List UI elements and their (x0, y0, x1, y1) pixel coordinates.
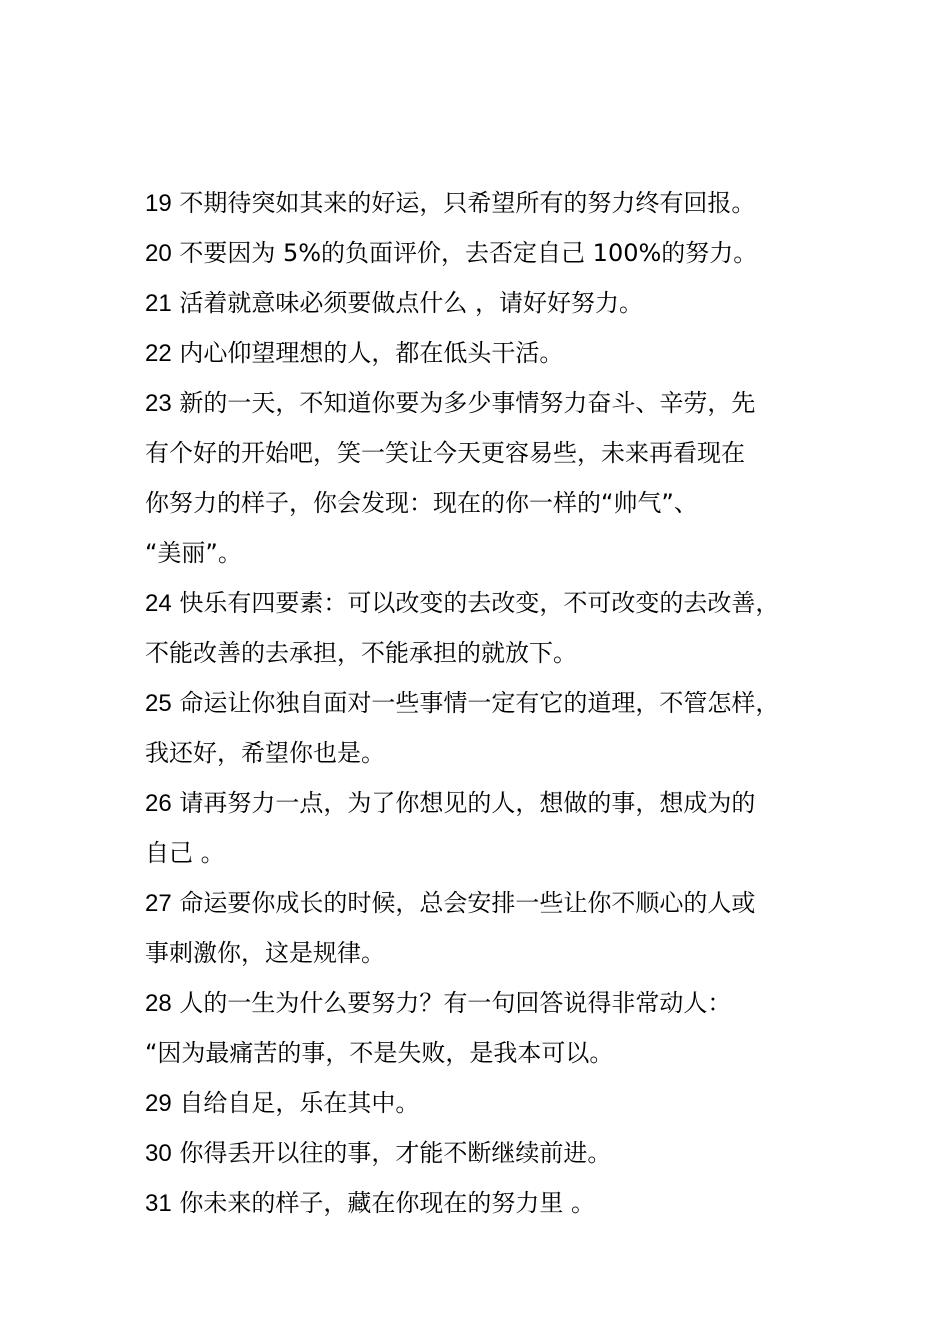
quote-text: 活着就意味必须要做点什么 ，请好好努力。 (179, 289, 643, 317)
quote-number: 31 (145, 1190, 172, 1217)
quote-text: 人的一生为什么要努力？有一句回答说得非常动人： (179, 989, 732, 1017)
quote-continuation (145, 1028, 835, 1078)
quote-continuation (145, 728, 835, 778)
quote-line (145, 1128, 835, 1178)
quote-line (145, 978, 835, 1028)
quote-line (145, 278, 835, 328)
quote-continuation (145, 828, 835, 878)
quote-line (145, 328, 835, 378)
quote-continuation (145, 528, 835, 578)
quote-text: 请再努力一点，为了你想见的人，想做的事，想成为的 (179, 789, 756, 817)
quote-line (145, 678, 835, 728)
quote-number: 28 (145, 990, 172, 1017)
quote-number: 26 (145, 790, 172, 817)
quote-continuation (145, 478, 835, 528)
quote-text: 事刺激你，这是规律。 (145, 939, 385, 967)
quote-line (145, 1078, 835, 1128)
quote-number: 27 (145, 890, 172, 917)
quote-number: 19 (145, 190, 172, 217)
quote-text: 你努力的样子，你会发现：现在的你一样的“帅气”、 (145, 489, 698, 517)
quote-text: 我还好，希望你也是。 (145, 739, 385, 767)
quote-text: 不要因为 5%的负面评价，去否定自己 100%的努力。 (179, 239, 758, 267)
quote-text: 有个好的开始吧，笑一笑让今天更容易些，未来再看现在 (145, 439, 745, 467)
quote-continuation (145, 928, 835, 978)
quote-line (145, 228, 835, 278)
quote-text: “因为最痛苦的事，不是失败，是我本可以。 (145, 1039, 614, 1067)
quote-line (145, 378, 835, 428)
quote-line (145, 1178, 835, 1228)
quote-line (145, 178, 835, 228)
quote-number: 25 (145, 690, 172, 717)
quote-text: 新的一天，不知道你要为多少事情努力奋斗、辛劳，先 (179, 389, 756, 417)
document-body (145, 178, 835, 1228)
quote-line (145, 878, 835, 928)
quote-number: 29 (145, 1090, 172, 1117)
quote-text: 命运要你成长的时候，总会安排一些让你不顺心的人或 (179, 889, 756, 917)
quote-text: 内心仰望理想的人，都在低头干活。 (179, 339, 564, 367)
quote-continuation (145, 428, 835, 478)
quote-text: 你未来的样子，藏在你现在的努力里 。 (179, 1189, 595, 1217)
quote-number: 20 (145, 240, 172, 267)
quote-text: 你得丢开以往的事，才能不断继续前进。 (179, 1139, 612, 1167)
quote-number: 21 (145, 290, 172, 317)
quote-text: 自给自足，乐在其中。 (179, 1089, 420, 1117)
quote-number: 30 (145, 1140, 172, 1167)
quote-text: “美丽”。 (145, 539, 242, 567)
quote-text: 快乐有四要素：可以改变的去改变，不可改变的去改善， (179, 589, 780, 617)
quote-number: 22 (145, 340, 172, 367)
quote-text: 命运让你独自面对一些事情一定有它的道理，不管怎样， (179, 689, 780, 717)
quote-number: 23 (145, 390, 172, 417)
quote-text: 自己 。 (145, 839, 225, 867)
quote-line (145, 578, 835, 628)
quote-continuation (145, 628, 835, 678)
quote-text: 不能改善的去承担，不能承担的就放下。 (145, 639, 577, 667)
quote-number: 24 (145, 590, 172, 617)
quote-text: 不期待突如其来的好运，只希望所有的努力终有回报。 (179, 189, 756, 217)
quote-line (145, 778, 835, 828)
